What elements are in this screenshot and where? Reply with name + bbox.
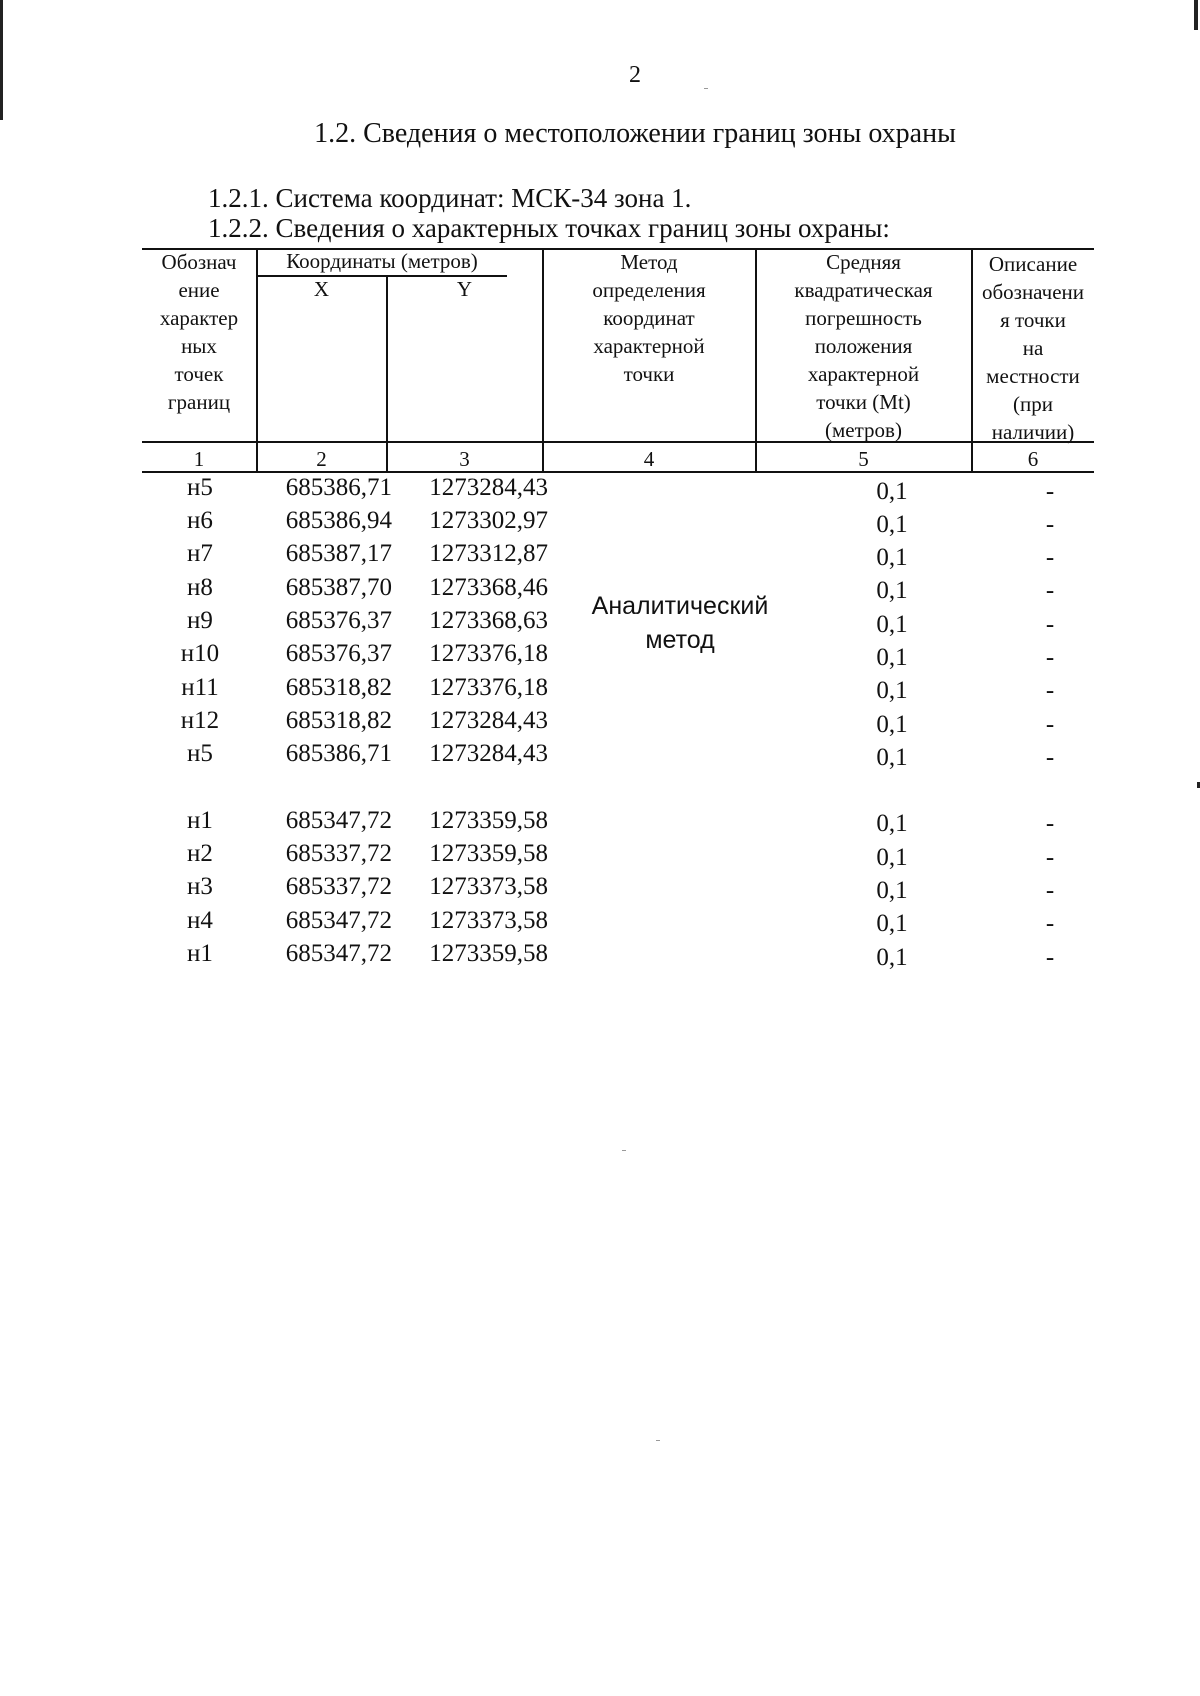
header-designation: Обознач ение характер ных точек границ [159, 250, 239, 414]
table-row [0, 674, 1200, 708]
point-error: 0,1 [876, 478, 908, 505]
point-name: н1 [187, 807, 213, 834]
table-header [142, 248, 1094, 475]
coordinate-system-heading: 1.2.1. Система координат: МСК-34 зона 1. [208, 183, 692, 213]
point-x: 685347,72 [285, 807, 392, 834]
point-description: - [1045, 711, 1055, 738]
point-name: н5 [187, 740, 213, 767]
point-name: н9 [187, 607, 213, 634]
point-name: н2 [187, 840, 213, 867]
point-name: н5 [187, 474, 213, 501]
table-row [0, 740, 1200, 774]
point-y: 1273284,43 [429, 474, 548, 501]
point-name: н3 [187, 873, 213, 900]
point-error: 0,1 [876, 744, 908, 771]
point-name: н4 [187, 907, 213, 934]
point-error: 0,1 [876, 677, 908, 704]
header-method: Метод определения координат характерной точки [592, 250, 706, 386]
table-row [0, 507, 1200, 541]
point-y: 1273284,43 [429, 740, 548, 767]
scan-edge-mark [1194, 0, 1198, 30]
header-x: X [313, 277, 330, 301]
point-x: 685337,72 [285, 873, 392, 900]
table-row [0, 540, 1200, 574]
method-value: Аналитический метод [591, 592, 769, 654]
point-description: - [1045, 511, 1055, 538]
point-x: 685386,71 [285, 474, 392, 501]
point-description: - [1045, 611, 1055, 638]
point-y: 1273359,58 [429, 840, 548, 867]
table-row [0, 474, 1200, 508]
point-y: 1273376,18 [429, 674, 548, 701]
point-error: 0,1 [876, 577, 908, 604]
point-error: 0,1 [876, 910, 908, 937]
point-error: 0,1 [876, 810, 908, 837]
table-row [0, 873, 1200, 907]
column-number: 5 [858, 447, 869, 471]
point-x: 685386,94 [285, 507, 392, 534]
scan-speck [656, 1440, 660, 1441]
point-error: 0,1 [876, 844, 908, 871]
table-row [0, 840, 1200, 874]
point-description: - [1045, 810, 1055, 837]
point-description: - [1045, 744, 1055, 771]
point-name: н11 [181, 674, 219, 701]
header-y: Y [456, 277, 473, 301]
point-name: н7 [187, 540, 213, 567]
point-x: 685347,72 [285, 907, 392, 934]
table-row [0, 940, 1200, 974]
point-y: 1273373,58 [429, 907, 548, 934]
point-error: 0,1 [876, 711, 908, 738]
table-row [0, 907, 1200, 941]
point-name: н10 [180, 640, 220, 667]
characteristic-points-heading: 1.2.2. Сведения о характерных точках границ зоны охраны: [208, 213, 890, 243]
point-description: - [1045, 844, 1055, 871]
point-x: 685337,72 [285, 840, 392, 867]
section-title: 1.2. Сведения о местоположении границ зоны охраны [314, 118, 956, 149]
point-error: 0,1 [876, 611, 908, 638]
point-x: 685387,70 [285, 574, 392, 601]
column-number: 2 [316, 447, 327, 471]
column-number: 3 [459, 447, 470, 471]
point-name: н6 [187, 507, 213, 534]
table-row [0, 707, 1200, 741]
point-error: 0,1 [876, 877, 908, 904]
point-name: н12 [180, 707, 220, 734]
point-name: н1 [187, 940, 213, 967]
table-rule [386, 275, 388, 473]
table-row [0, 807, 1200, 841]
column-number: 1 [193, 447, 205, 471]
scan-speck [622, 1150, 626, 1151]
point-x: 685376,37 [285, 607, 392, 634]
column-number: 6 [1027, 447, 1039, 471]
header-coordinates: Координаты (метров) [286, 249, 478, 273]
point-y: 1273302,97 [429, 507, 548, 534]
point-error: 0,1 [876, 511, 908, 538]
point-y: 1273359,58 [429, 940, 548, 967]
point-error: 0,1 [876, 544, 908, 571]
column-number: 4 [643, 447, 655, 471]
point-description: - [1045, 944, 1055, 971]
point-y: 1273368,46 [429, 574, 548, 601]
header-error: Средняя квадратическая погрешность положения характерной точки (Mt) (метров) [794, 250, 933, 442]
point-x: 685386,71 [285, 740, 392, 767]
point-error: 0,1 [876, 644, 908, 671]
point-x: 685347,72 [285, 940, 392, 967]
scan-edge-mark [0, 0, 3, 120]
header-description: Описание обозначени я точки на местности (при наличии) [981, 252, 1085, 444]
point-error: 0,1 [876, 944, 908, 971]
point-description: - [1045, 877, 1055, 904]
point-name: н8 [187, 574, 213, 601]
point-description: - [1045, 577, 1055, 604]
point-description: - [1045, 910, 1055, 937]
point-x: 685318,82 [285, 674, 392, 701]
point-y: 1273359,58 [429, 807, 548, 834]
point-description: - [1045, 677, 1055, 704]
point-y: 1273368,63 [429, 607, 548, 634]
point-x: 685376,37 [285, 640, 392, 667]
page-number: 2 [629, 62, 641, 88]
point-description: - [1045, 544, 1055, 571]
point-description: - [1045, 478, 1055, 505]
point-y: 1273284,43 [429, 707, 548, 734]
point-description: - [1045, 644, 1055, 671]
point-y: 1273376,18 [429, 640, 548, 667]
point-y: 1273373,58 [429, 873, 548, 900]
point-x: 685387,17 [285, 540, 392, 567]
point-x: 685318,82 [285, 707, 392, 734]
point-y: 1273312,87 [429, 540, 548, 567]
